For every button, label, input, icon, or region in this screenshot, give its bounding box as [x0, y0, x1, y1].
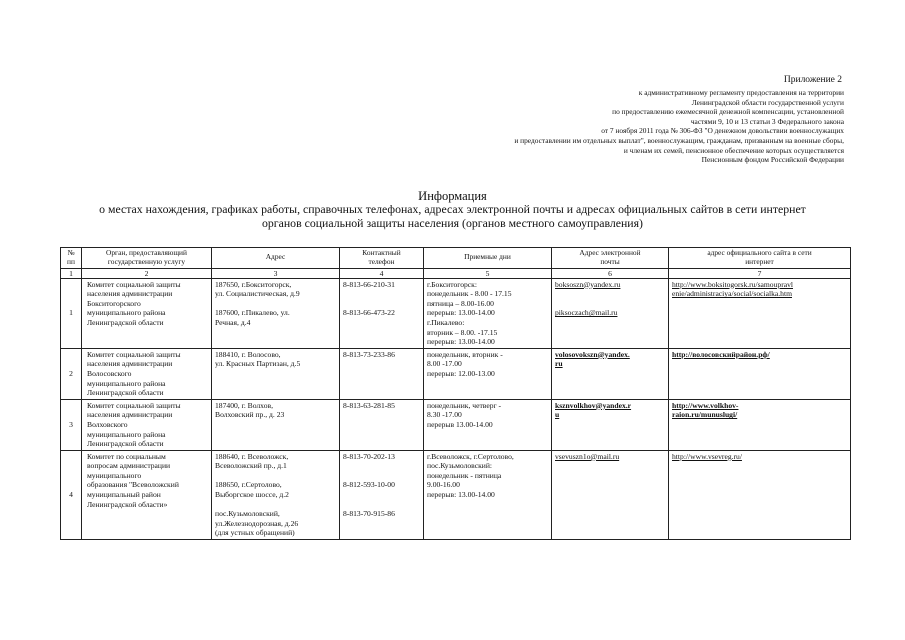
address-cell: 188640, г. Всеволожск, Всеволожский пр., д.1 188650, г.Сертолово, Выборгское шоссе, д.2 пос.Кузьмоловский, ул.Железнодорозная, д.26 (для устных обращений)	[212, 450, 340, 539]
phone-cell: 8-813-70-202-13 8-812-593-10-00 8-813-70-915-86	[340, 450, 424, 539]
address-cell: 187650, г.Бокситогорск, ул. Социалистическая, д.9 187600, г.Пикалево, ул. Речная, д.4	[212, 278, 340, 348]
days-cell: понедельник, вторник - 8.00 -17.00 перерыв: 12.00-13.00	[424, 348, 552, 399]
org-cell: Комитет социальной защиты населения администрации Бокситогорского муниципального района Ленинградской области	[82, 278, 212, 348]
site-cell	[669, 450, 851, 539]
phone-cell: 8-813-66-210-31 8-813-66-473-22	[340, 278, 424, 348]
email-link[interactable]: ru	[555, 359, 563, 369]
site-cell	[669, 278, 851, 348]
org-cell: Комитет по социальным вопросам администрации муниципального образования "Всеволожский муниципальный район Ленинградской области»	[82, 450, 212, 539]
column-number: 4	[340, 268, 424, 278]
column-number-row	[61, 268, 851, 278]
phone-cell: 8-813-63-281-85	[340, 399, 424, 450]
days-cell: понедельник, четверг - 8.30 -17.00 перерыв 13.00-14.00	[424, 399, 552, 450]
header-org: Орган, предоставляющий государственную услугу	[82, 248, 212, 269]
header-days: Приемные дни	[424, 248, 552, 269]
email-cell	[552, 348, 669, 399]
appendix-line: к административному регламенту предоставления на территории	[638, 88, 844, 97]
document-heading	[40, 189, 865, 230]
row-number: 4	[61, 450, 82, 539]
email-cell	[552, 399, 669, 450]
email-link[interactable]: vsevuszn1o@mail.ru	[555, 451, 620, 461]
appendix-line: Пенсионным фондом Российской Федерации	[701, 155, 844, 165]
days-cell: г.Бокситогорск: понедельник - 8.00 - 17.15 пятница – 8.00-16.00 перерыв: 13.00-14.00 г.Пикалево: вторник – 8.00. -17.15 перерыв: 13.00-14.00	[424, 278, 552, 348]
heading-line: о местах нахождения, графиках работы, справочных телефонах, адресах электронной почты и адресах официальных сайтов в сети интернет	[99, 202, 806, 216]
site-link[interactable]: enie/administraciya/social/socialka.htm	[672, 289, 792, 299]
phone-cell: 8-813-73-233-86	[340, 348, 424, 399]
header-address: Адрес	[212, 248, 340, 269]
email-link[interactable]: volosovokszn@yandex.	[555, 349, 630, 359]
org-cell: Комитет социальной защиты населения администрации Волховского муниципального района Ленинградской области	[82, 399, 212, 450]
row-number: 1	[61, 278, 82, 348]
appendix-line: по предоставлению ежемесячной денежной компенсации, установленной	[612, 107, 844, 117]
appendix-line: и предоставлении им отдельных выплат", военнослужащим, гражданам, призванным на военные сборы,	[514, 135, 844, 145]
column-number: 5	[424, 268, 552, 278]
email-link[interactable]: boksoszn@yandex.ru	[555, 279, 621, 289]
heading-line: органов социальной защиты населения (органов местного самоуправления)	[262, 215, 643, 230]
days-cell: г.Всеволожск, г.Сертолово, пос.Кузьмоловский: понедельник - пятница 9.00-16.00 перерыв: 13.00-14.00	[424, 450, 552, 539]
email-cell	[552, 450, 669, 539]
row-number: 3	[61, 399, 82, 450]
table-row	[61, 278, 851, 348]
appendix-line: и членам их семей, пенсионное обеспечение которых осуществляется	[623, 145, 844, 155]
header-email: Адрес электронной почты	[552, 248, 669, 269]
site-link[interactable]: raion.ru/munuslugi/	[672, 410, 738, 420]
column-number: 2	[82, 268, 212, 278]
table-row	[61, 450, 851, 539]
column-number: 7	[669, 268, 851, 278]
site-link[interactable]: http://www.boksitogorsk.ru/samoupravl	[672, 279, 793, 289]
org-cell: Комитет социальной защиты населения администрации Волосовского муниципального района Ленинградской области	[82, 348, 212, 399]
email-link[interactable]: piksoczach@mail.ru	[555, 308, 618, 318]
site-cell	[669, 399, 851, 450]
appendix-title: Приложение 2	[783, 75, 842, 85]
site-cell	[669, 348, 851, 399]
header-site: адрес официального сайта в сети интернет	[669, 248, 851, 269]
email-link[interactable]: u	[555, 410, 560, 420]
appendix-line: Ленинградской области государственной услуги	[691, 97, 844, 107]
site-link[interactable]: http://волосовскийрайон.рф/	[672, 349, 770, 359]
appendix-line: от 7 ноября 2011 года № 306-ФЗ "О денежном довольствии военнослужащих	[601, 126, 844, 136]
appendix-line: частями 9, 10 и 13 статьи 3 Федерального закона	[690, 116, 844, 126]
appendix-block	[324, 74, 844, 165]
table-header-row	[61, 248, 851, 269]
site-link[interactable]: http://www.vsevreg.ru/	[672, 451, 742, 461]
address-cell: 188410, г. Волосово, ул. Красных Партизан, д.5	[212, 348, 340, 399]
table-row	[61, 348, 851, 399]
column-number: 6	[552, 268, 669, 278]
email-cell	[552, 278, 669, 348]
address-cell: 187400, г. Волхов, Волховский пр., д. 23	[212, 399, 340, 450]
info-table	[60, 247, 851, 540]
email-link[interactable]: ksznvolkhov@yandex.r	[555, 400, 632, 410]
row-number: 2	[61, 348, 82, 399]
heading-title: Информация	[418, 189, 487, 203]
column-number: 3	[212, 268, 340, 278]
header-phone: Контактный телефон	[340, 248, 424, 269]
header-num: № пп	[61, 248, 82, 269]
column-number: 1	[61, 268, 82, 278]
site-link[interactable]: http://www.volkhov-	[672, 400, 739, 410]
table-row	[61, 399, 851, 450]
